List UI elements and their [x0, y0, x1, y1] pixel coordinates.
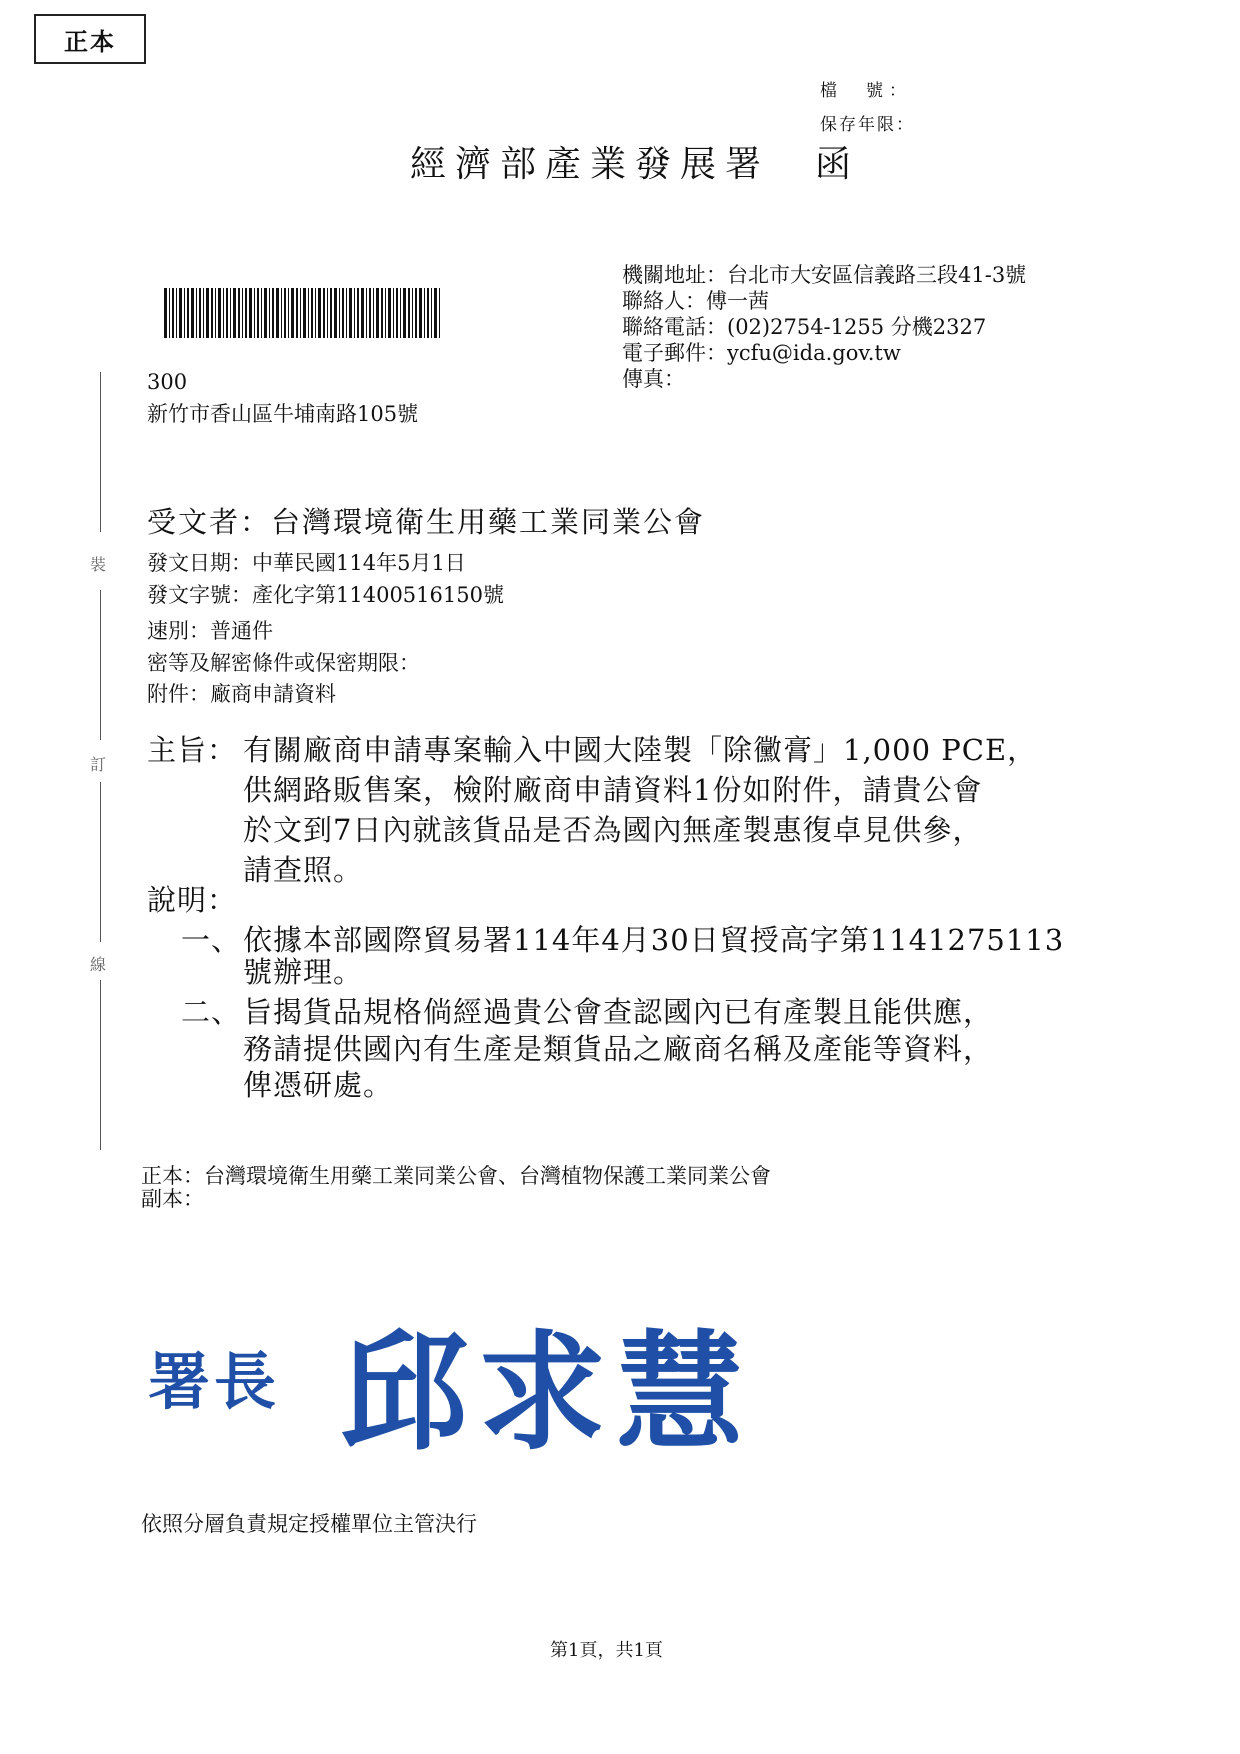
copy-type-stamp: 正本: [34, 14, 146, 64]
binding-mark-bind: 裝: [90, 555, 107, 574]
signature-title: 署長: [148, 1345, 281, 1418]
agency-address: 機關地址：台北市大安區信義路三段41-3號: [622, 263, 1027, 287]
explanation-item-line: 旨揭貨品規格倘經過貴公會查認國內已有產製且能供應，: [243, 995, 994, 1029]
delivery-speed: 速別：普通件: [147, 619, 273, 643]
file-number-label: 檔 號：: [820, 81, 912, 101]
explanation-item-line: 俾憑研處。: [243, 1068, 394, 1102]
retention-period-label: 保存年限：: [820, 115, 915, 135]
explanation-item-number: 一、: [181, 923, 242, 957]
page-number: 第1頁，共1頁: [550, 1640, 663, 1661]
contact-person: 聯絡人：傅一茜: [622, 289, 769, 313]
binding-rule-top: [100, 372, 101, 532]
original-recipients: 正本：台灣環境衛生用藥工業同業公會、台灣植物保護工業同業公會: [141, 1164, 771, 1188]
document-number: 發文字號：產化字第11400516150號: [147, 583, 504, 607]
subject-label: 主旨：: [147, 733, 238, 767]
issue-date: 發文日期：中華民國114年5月1日: [147, 551, 466, 575]
attachment: 附件：廠商申請資料: [147, 682, 336, 706]
authorization-note: 依照分層負責規定授權單位主管決行: [141, 1512, 477, 1536]
recipient: 受文者：台灣環境衛生用藥工業同業公會: [147, 505, 706, 539]
subject-line: 有關廠商申請專案輸入中國大陸製「除黴膏」1,000 PCE，: [243, 733, 1038, 767]
contact-phone: 聯絡電話：(02)2754-1255 分機2327: [622, 315, 987, 339]
subject-line: 供網路販售案，檢附廠商申請資料1份如附件，請貴公會: [243, 773, 983, 807]
subject-line: 請查照。: [243, 853, 364, 887]
mailing-postcode: 300: [147, 370, 188, 394]
secrecy-level: 密等及解密條件或保密期限：: [147, 651, 420, 675]
binding-mark-line: 線: [90, 955, 107, 974]
mailing-address: 新竹市香山區牛埔南路105號: [147, 402, 419, 426]
explanation-label: 說明：: [147, 883, 238, 917]
signature-name: 邱求慧: [340, 1318, 755, 1468]
explanation-item-line: 號辦理。: [243, 955, 364, 989]
contact-email: 電子郵件：ycfu@ida.gov.tw: [622, 341, 901, 365]
document-title: 經濟部產業發展署 函: [410, 144, 861, 185]
explanation-item-number: 二、: [181, 995, 242, 1029]
copy-recipients: 副本：: [141, 1187, 204, 1211]
explanation-item-line: 依據本部國際貿易署114年4月30日貿授高字第1141275113: [243, 923, 1065, 957]
subject-line: 於文到7日內就該貨品是否為國內無產製惠復卓見供參，: [243, 813, 983, 847]
barcode-image: [164, 288, 440, 338]
contact-fax: 傳真：: [622, 367, 685, 391]
explanation-item-line: 務請提供國內有生產是類貨品之廠商名稱及產能等資料，: [243, 1032, 994, 1066]
binding-rule-bottom: [100, 980, 101, 1150]
binding-rule-lower-middle: [100, 782, 101, 942]
binding-mark-staple: 訂: [90, 755, 107, 774]
binding-rule-upper-middle: [100, 590, 101, 740]
